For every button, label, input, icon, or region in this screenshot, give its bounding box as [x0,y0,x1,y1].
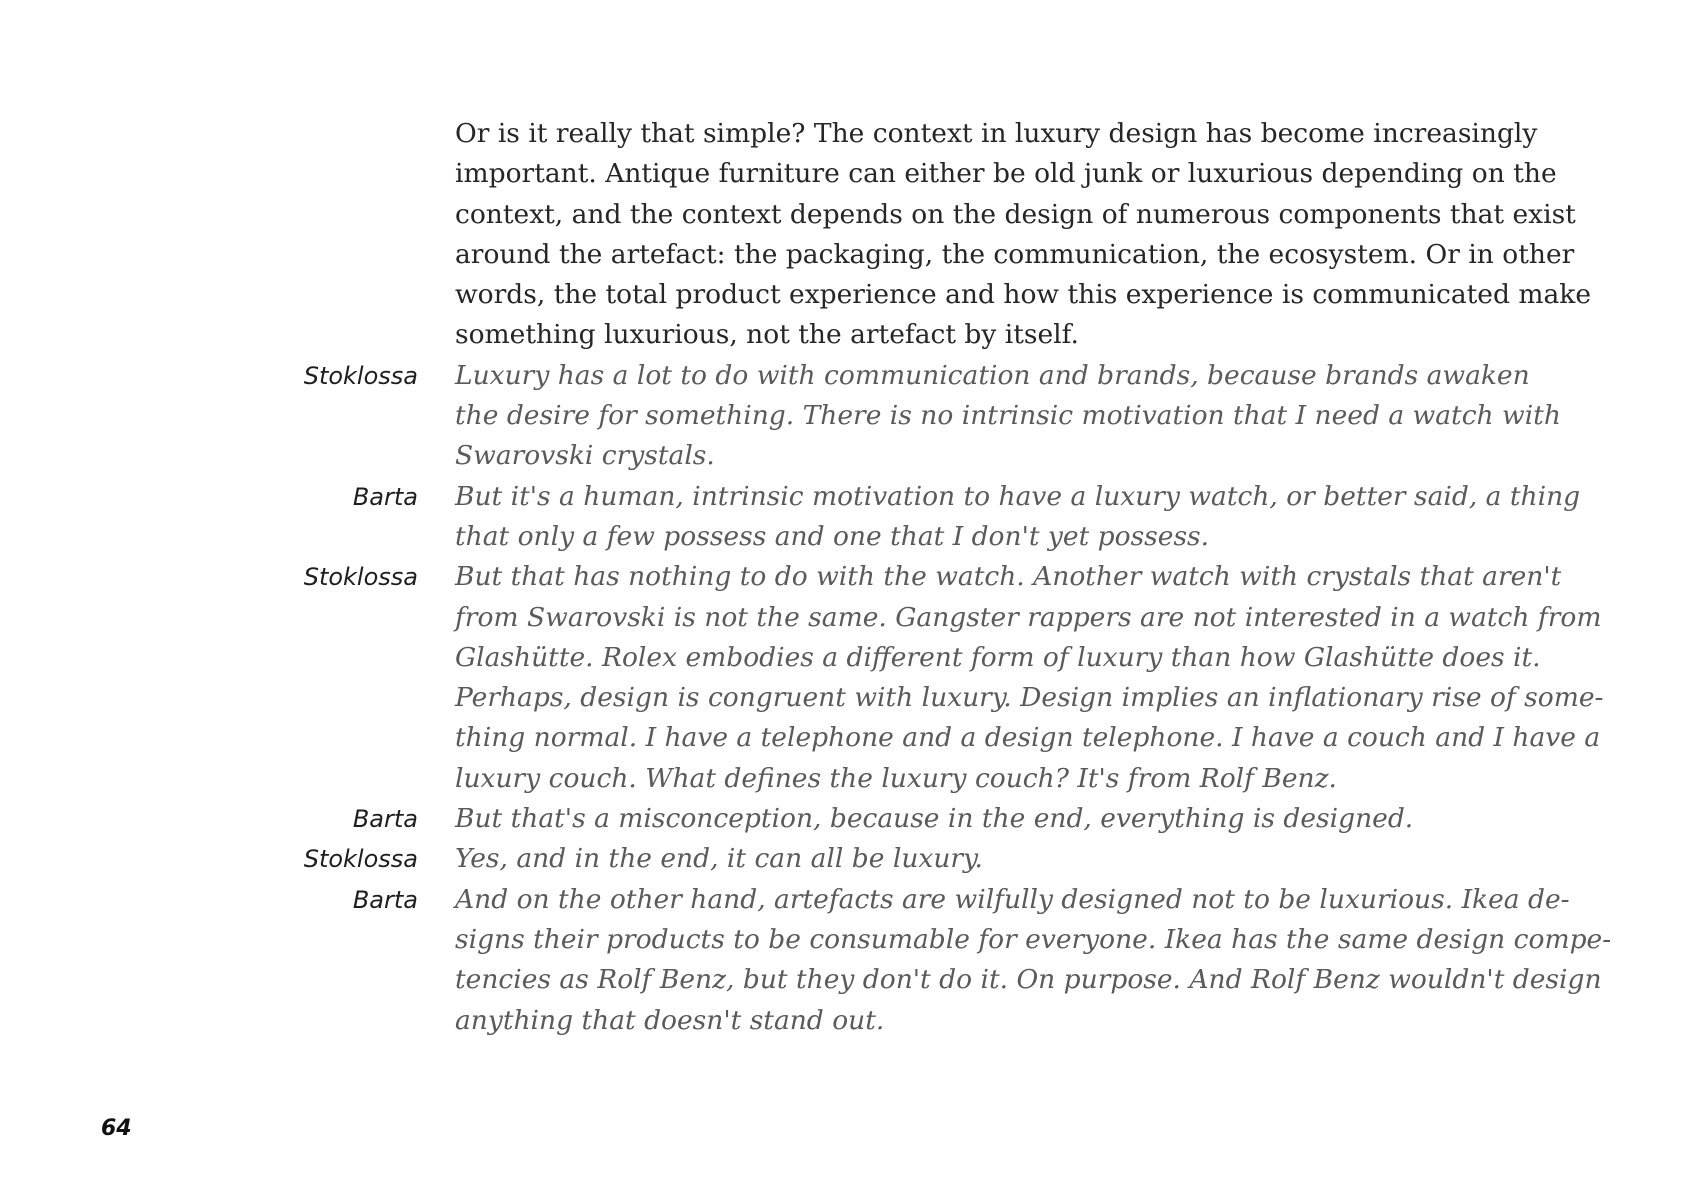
dialogue-entry [300,799,1630,839]
speaker-name: Barta [352,885,418,914]
text-line: But that has nothing to do with the watch. Another watch with crystals that aren't [455,561,1562,593]
interview-text [300,114,1630,1041]
text-line: But it's a human, intrinsic motivation to have a luxury watch, or better said, a thing [455,480,1581,512]
text-line: thing normal. I have a telephone and a design telephone. I have a couch and I have a [455,722,1601,754]
text-line: the desire for something. There is no intrinsic motivation that I need a watch with [455,400,1561,432]
text-line: luxury couch. What defines the luxury couch? It's from Rolf Benz. [455,762,1337,794]
text-line: But that's a misconception, because in the end, everything is designed. [455,803,1414,835]
dialogue-text [455,839,1630,879]
dialogue-entry [300,477,1630,558]
dialogue-text [455,557,1630,799]
text-line: Yes, and in the end, it can all be luxury. [455,843,983,875]
text-line: And on the other hand, artefacts are wilfully designed not to be luxurious. Ikea de- [455,883,1570,915]
text-line: signs their products to be consumable for everyone. Ikea has the same design compe- [455,923,1612,955]
text-line: Luxury has a lot to do with communication and brands, because brands awaken [455,359,1530,391]
dialogue-entry [300,839,1630,879]
text-line: that only a few possess and one that I don't yet possess. [455,520,1210,552]
dialogue-text [455,799,1630,839]
text-line: something luxurious, not the artefact by itself. [455,319,1079,351]
dialogue-entry [300,880,1630,1041]
speaker-name: Barta [352,482,418,511]
text-line: around the artefact: the packaging, the communication, the ecosystem. Or in other [455,238,1575,270]
intro-paragraph-row [300,114,1630,356]
speaker-name: Stoklossa [303,563,418,592]
text-line: from Swarovski is not the same. Gangster rappers are not interested in a watch from [455,601,1602,633]
dialogue-text [455,880,1630,1041]
text-line: important. Antique furniture can either be old junk or luxurious depending on the [455,158,1557,190]
speaker-name: Barta [352,805,418,834]
dialogue-entry [300,557,1630,799]
page-number: 64 [101,1116,132,1141]
dialogue-text [455,477,1630,558]
text-line: Swarovski crystals. [455,440,715,472]
text-line: Or is it really that simple? The context in luxury design has become increasingly [455,118,1538,149]
dialogue-text [455,356,1630,477]
text-line: Perhaps, design is congruent with luxury. Design implies an inflationary rise of some- [455,682,1604,714]
text-line: context, and the context depends on the design of numerous components that exist [455,198,1576,230]
dialogue-entry [300,356,1630,477]
text-line: words, the total product experience and how this experience is communicated make [455,279,1592,311]
text-line: tencies as Rolf Benz, but they don't do it. On purpose. And Rolf Benz wouldn't design [455,964,1602,996]
text-line: anything that doesn't stand out. [455,1004,885,1036]
speaker-name: Stoklossa [303,845,418,874]
intro-paragraph [455,114,1630,356]
text-line: Glashütte. Rolex embodies a different form of luxury than how Glashütte does it. [455,641,1541,673]
speaker-name: Stoklossa [303,361,418,390]
